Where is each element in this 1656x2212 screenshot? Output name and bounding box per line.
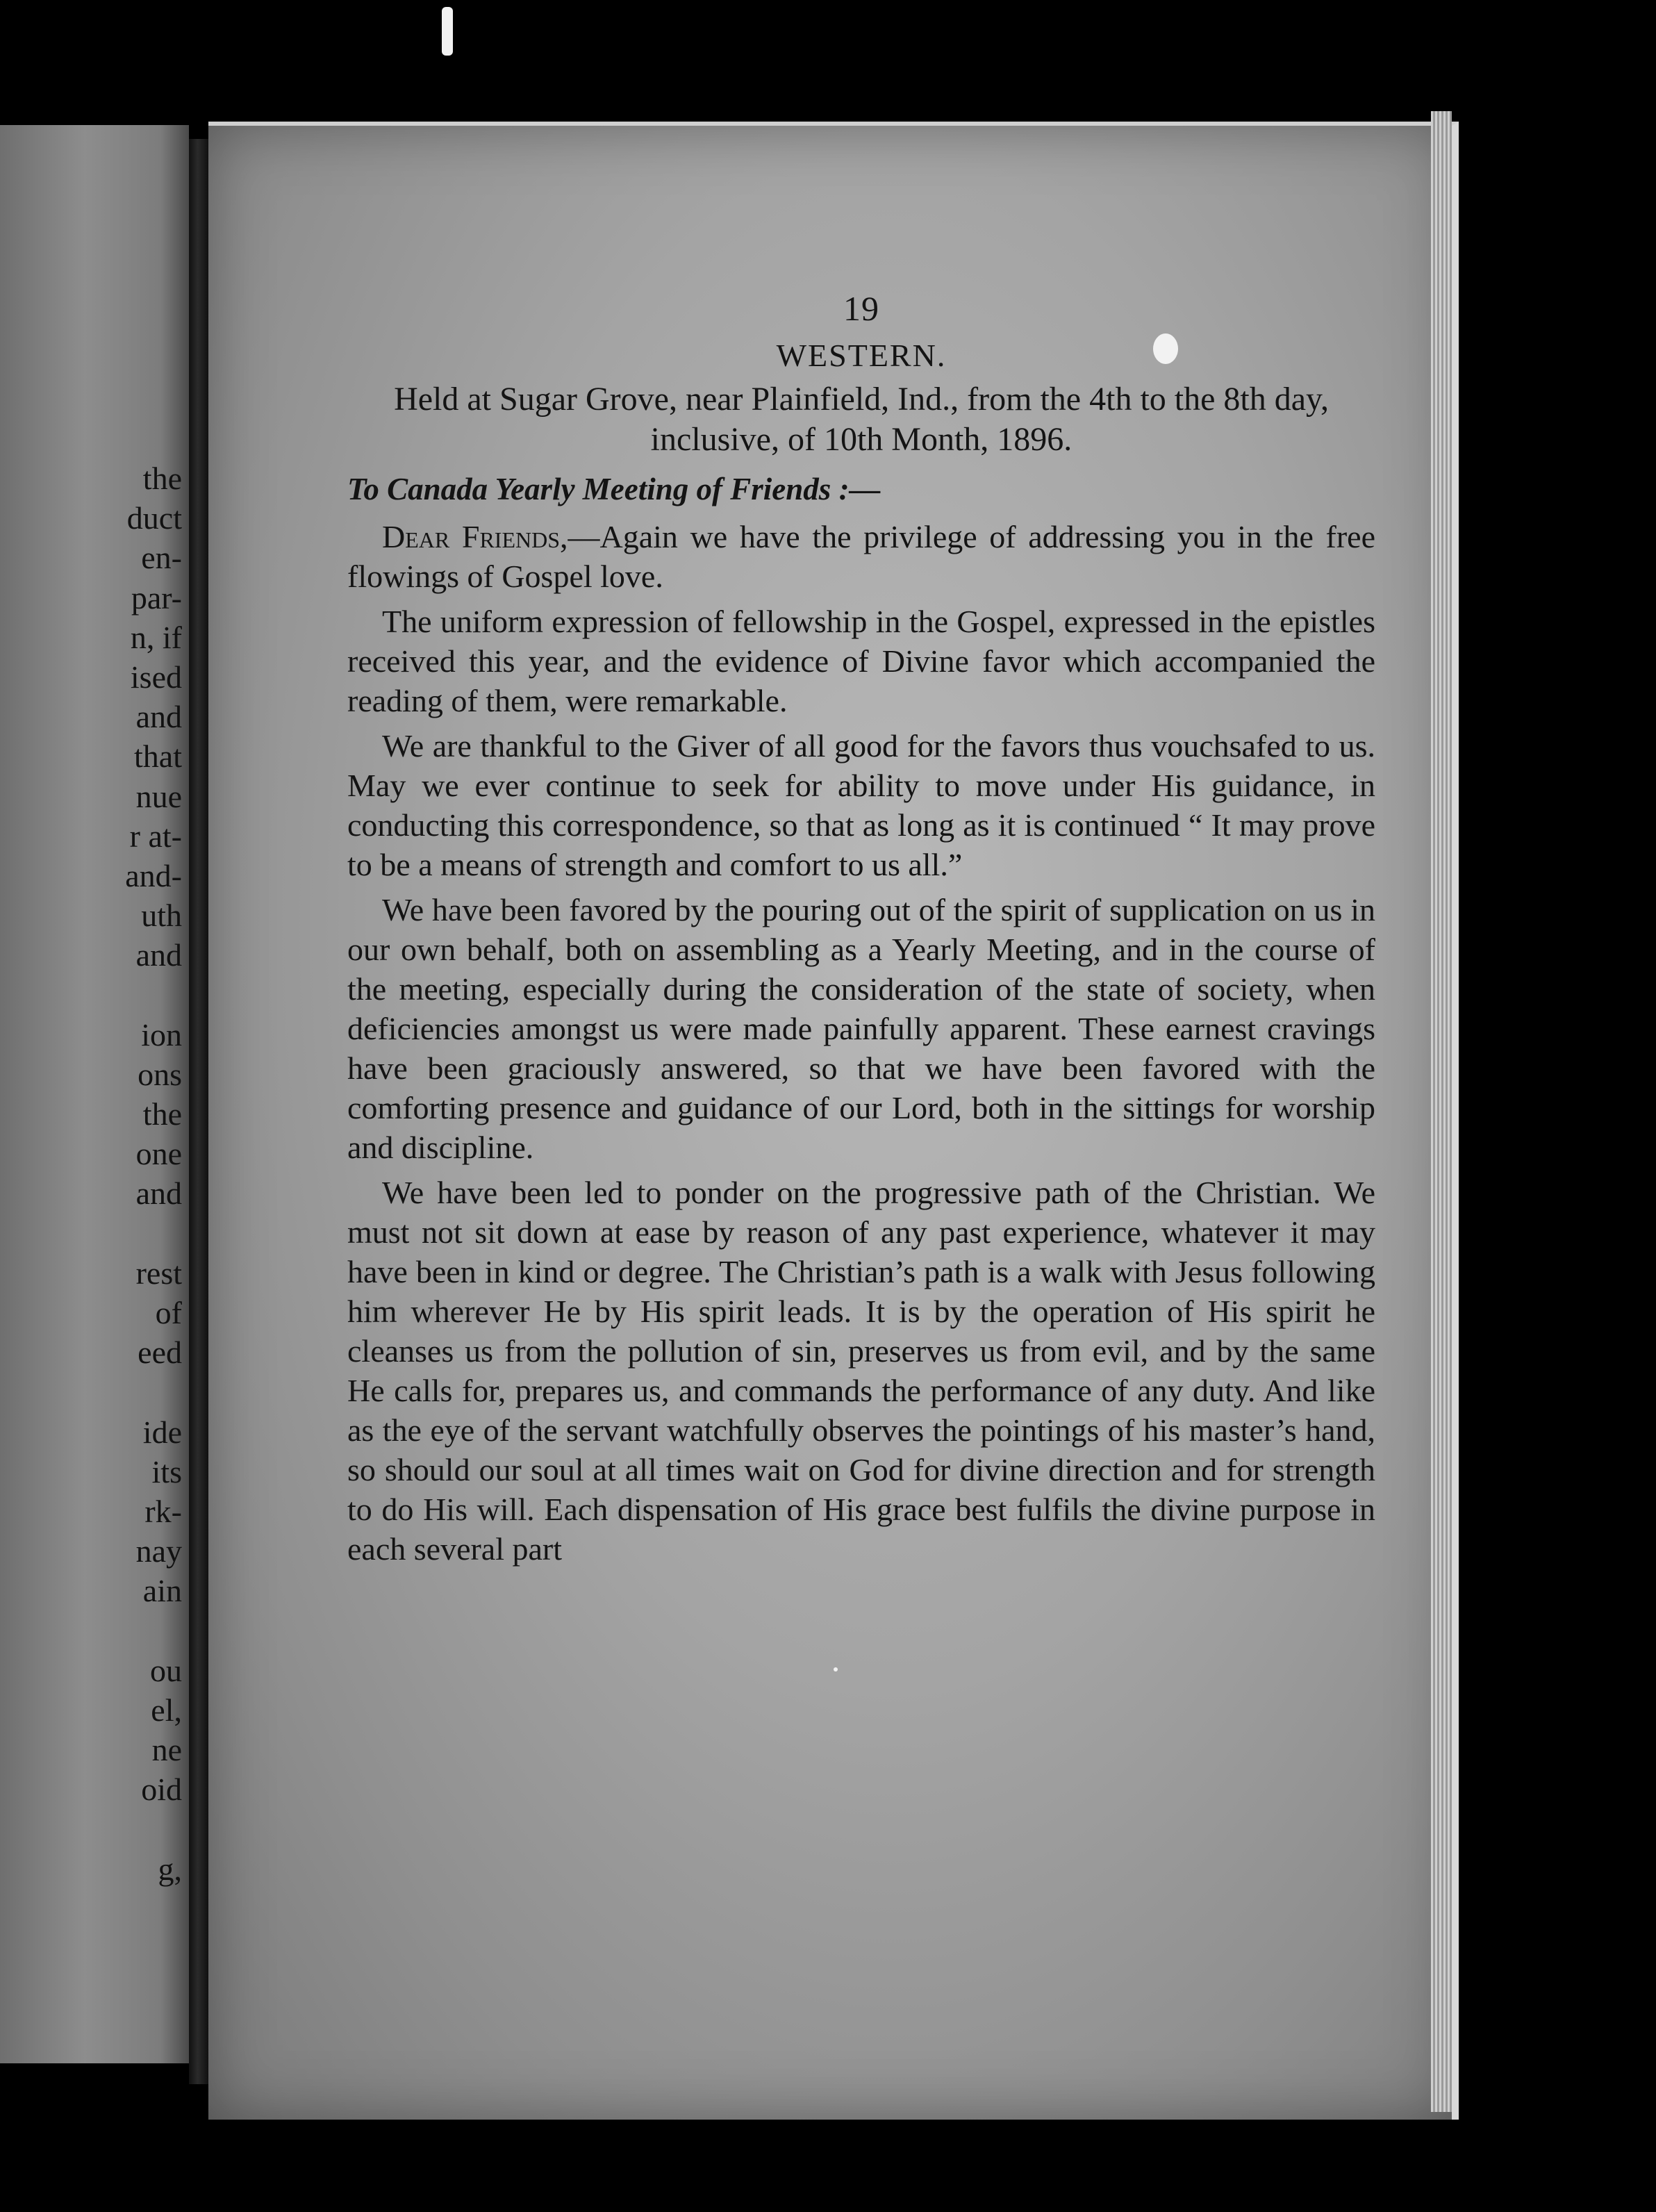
previous-page-line-fragment: n, if [130,619,182,655]
previous-page-line-fragment [0,1214,182,1253]
previous-page-line-fragment: ised [130,659,182,695]
previous-page-line-fragment: ne [151,1732,182,1767]
previous-page-line-fragment [0,1809,182,1849]
previous-page-line-fragment: nue [135,778,182,814]
previous-page-line-fragment: and [135,937,182,973]
previous-page-line-fragment: g, [158,1851,182,1887]
epistle-address: To Canada Yearly Meeting of Friends :— [347,472,881,506]
paragraph-1 [347,517,1375,596]
previous-page-line-fragment [0,1372,182,1412]
previous-page-line-fragment: el, [151,1692,182,1728]
previous-page-line-fragment: of [155,1294,182,1330]
previous-page-line-fragment: ons [138,1056,182,1092]
paragraph-1-text: —Again we have the privilege of addressing you in the free flowings of Gospel love. [347,519,1375,594]
paragraph-2: The uniform expression of fellowship in the Gospel, expressed in the epistles received this year, and the evidence of Divine favor which accompanied the reading of them, were remarkable. [347,604,1375,718]
previous-page-line-fragment: that [134,738,182,775]
page-stack-edge [1431,111,1452,2112]
page-number: 19 [843,289,879,328]
speck [1153,333,1178,364]
previous-page-line-fragment: r at- [129,818,182,854]
previous-page-line-fragment: ou [150,1652,182,1688]
previous-page-line-fragment: nay [135,1533,182,1569]
previous-page-line-fragment: one [135,1136,182,1172]
previous-page-line-fragment: and [135,1175,182,1212]
previous-page-line-fragment: and [135,699,182,735]
paragraph-4: We have been favored by the pouring out of the spirit of supplication on us in our own behalf, both on assembling as a Yearly Meeting, and in the course of the meeting, especially during the consideration of the state of society, when deficiencies amongst us were made painfully apparent. These earnest cravings have been graciously answered, so that we have been favored with the comforting presence and guidance of our Lord, both in the sittings for worship and discipline. [347,892,1375,1165]
previous-page-line-fragment: and- [125,857,182,893]
previous-page-line-fragment: eed [138,1335,182,1371]
paragraph-5: We have been led to ponder on the progressive path of the Christian. We must not sit down at ease by reason of any past experience, whatever it may have been in kind or degree. The Christian’s path is a walk with Jesus following him wherever He by His spirit leads. It is by the operation of His spirit he cleanses us from the pollution of sin, preserves us from evil, and by the same He calls for, prepares us, and commands the performance of any duty. And like as the eye of the servant watchfully observes the pointings of his master’s hand, so should our soul at all times wait on God for divine direction and for strength to do His will. Each dispensation of His grace best fulfils the divine purpose in each several part [347,1175,1375,1567]
previous-page-fragment [0,125,189,2063]
previous-page-line-fragment [0,1610,182,1650]
previous-page-line-fragment: oid [141,1772,182,1808]
previous-page-line-fragment: the [142,461,182,496]
previous-page-text-fragments [0,459,182,1889]
paragraph-3: We are thankful to the Giver of all good for the favors thus vouchsafed to us. May we ever continue to seek for ability to move under His guidance, in conducting this correspondence, so that as long as it is continued “ It may prove to be a means of strength and comfort to us all.” [347,728,1375,882]
previous-page-line-fragment: ion [141,1016,182,1053]
salutation: Dear Friends, [382,519,568,554]
previous-page-line-fragment [0,975,182,1014]
previous-page-line-fragment: uth [141,898,182,934]
current-page [208,122,1459,2120]
previous-page-line-fragment: ide [142,1414,182,1450]
page-text [347,289,1375,1574]
previous-page-line-fragment: duct [126,500,182,536]
previous-page-line-fragment: ain [142,1573,182,1609]
previous-page-line-fragment: par- [131,579,182,616]
speck [442,7,453,56]
previous-page-line-fragment: its [151,1453,182,1489]
previous-page-line-fragment: en- [141,540,182,576]
previous-page-line-fragment: rest [135,1255,182,1291]
previous-page-line-fragment: rk- [144,1493,182,1529]
section-title: WESTERN. [776,338,947,373]
speck [834,1667,838,1672]
previous-page-line-fragment: the [142,1096,182,1132]
meeting-info: Held at Sugar Grove, near Plainfield, Ind., from the 4th to the 8th day, inclusive, of 10th Month, 1896. [394,381,1329,458]
